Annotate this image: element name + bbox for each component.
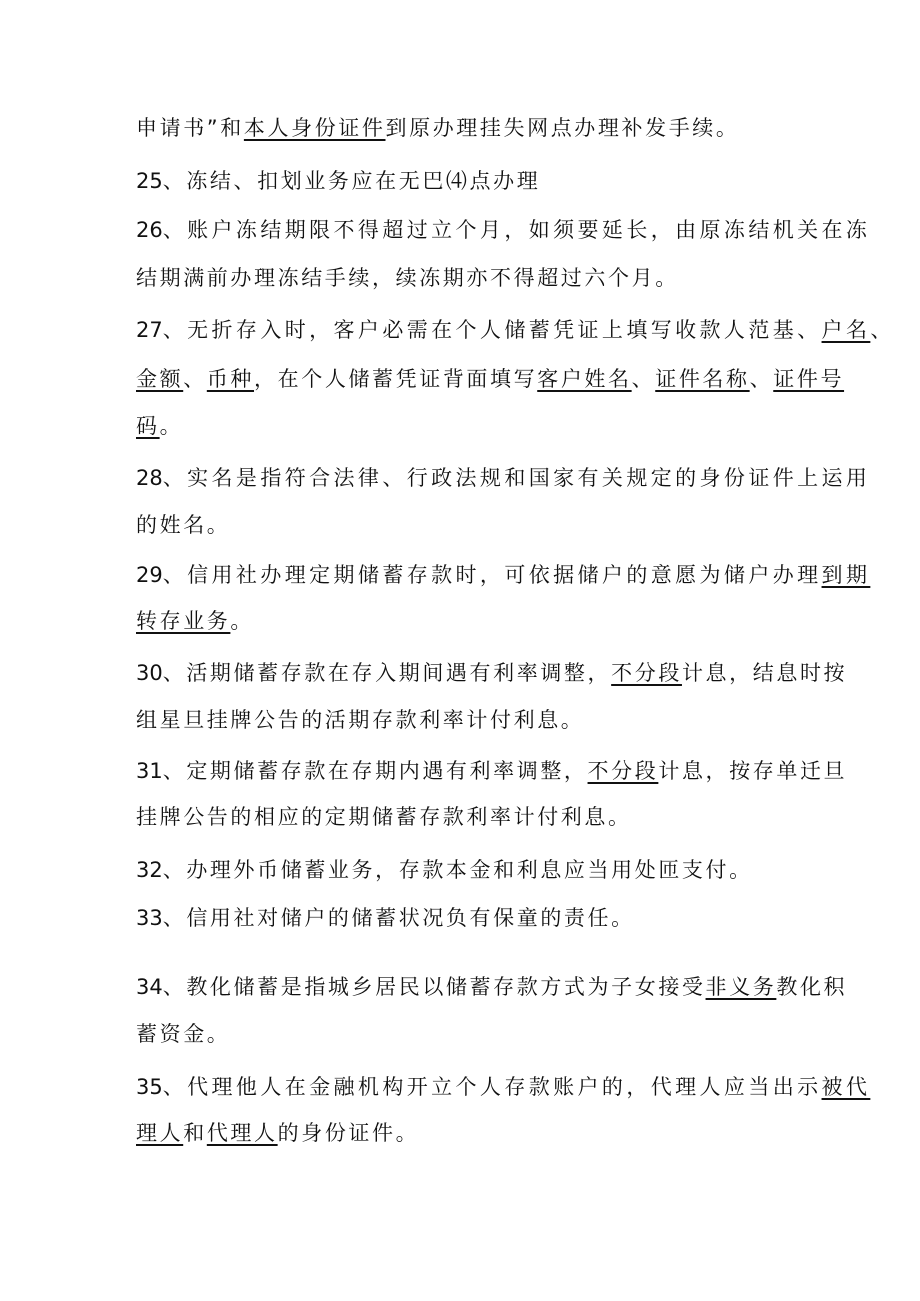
- item-28-line2: [136, 510, 796, 540]
- text: 、信用社办理定期储蓄存款时，可依据储户的意愿为储户办理: [162, 563, 822, 587]
- item-34-line2: [136, 1019, 796, 1049]
- text: 、账户冻结期限不得超过立个月，如须要延长，由原冻结机关在冻: [162, 218, 871, 242]
- underlined-answer: 非义务: [705, 975, 777, 999]
- text: 的身份证件。: [277, 1121, 420, 1145]
- underlined-answer: 证件名称: [655, 367, 750, 391]
- item-29-line2: [136, 606, 796, 636]
- underlined-answer: 码: [136, 414, 160, 438]
- underlined-answer: 到期: [821, 563, 871, 587]
- underlined-answer: 户名: [821, 318, 871, 342]
- item-number: 25: [136, 169, 163, 193]
- item-number: 28: [136, 466, 163, 490]
- text: 、教化储蓄是指城乡居民以储蓄存款方式为子女接受: [162, 975, 706, 999]
- item-33: [136, 903, 796, 933]
- text: 计息，按存单迁旦: [658, 759, 848, 783]
- item-number: 30: [136, 661, 163, 685]
- item-27: [136, 315, 895, 345]
- item-31-line2: [136, 802, 796, 832]
- text: 、冻结、扣划业务应在无巴⑷点办理: [162, 169, 541, 193]
- item-26: [136, 215, 871, 245]
- item-26-line2: [136, 263, 796, 293]
- item-number: 26: [136, 218, 163, 242]
- underlined-answer: 代理人: [206, 1121, 278, 1145]
- item-number: 35: [136, 1075, 163, 1099]
- underlined-answer: 客户姓名: [537, 367, 632, 391]
- text: 、无折存入时，客户必需在个人储蓄凭证上填写收款人范基、: [162, 318, 822, 342]
- text: 和: [183, 1121, 207, 1145]
- text: 、: [749, 367, 774, 391]
- item-number: 33: [136, 906, 163, 930]
- text: 结期满前办理冻结手续，续冻期亦不得超过六个月。: [136, 266, 679, 290]
- text: 挂牌公告的相应的定期储蓄存款利率计付利息。: [136, 805, 632, 829]
- underlined-answer: 本人身份证件: [243, 116, 386, 140]
- item-25: [136, 166, 796, 196]
- text: 到原办理挂失网点办理补发手续。: [385, 116, 740, 140]
- text: 、: [631, 367, 656, 391]
- underlined-answer: 不分段: [611, 661, 682, 685]
- text: 蓄资金。: [136, 1022, 231, 1046]
- item-number: 34: [136, 975, 163, 999]
- underlined-answer: 被代: [821, 1075, 871, 1099]
- line-24-continued: [136, 113, 796, 143]
- text: 、: [870, 318, 895, 342]
- item-number: 32: [136, 858, 163, 882]
- item-30-line2: [136, 705, 796, 735]
- text: 、定期储蓄存款在存期内遇有利率调整，: [162, 759, 588, 783]
- item-35-line2: [136, 1118, 796, 1148]
- text: 、信用社对储户的储蓄状况负有保童的责任。: [162, 906, 635, 930]
- item-34: [136, 972, 848, 1002]
- underlined-answer: 证件号: [773, 367, 845, 391]
- item-number: 27: [136, 318, 163, 342]
- item-number: 31: [136, 759, 163, 783]
- item-number: 29: [136, 563, 163, 587]
- item-35: [136, 1072, 871, 1102]
- text: 的姓名。: [136, 513, 231, 537]
- text: 、活期储蓄存款在存入期间遇有利率调整，: [162, 661, 612, 685]
- text: 、实名是指符合法律、行政法规和国家有关规定的身份证件上运用: [162, 466, 871, 490]
- text: 计息，结息时按: [681, 661, 848, 685]
- item-27-line2: [136, 364, 845, 394]
- text: 组星旦挂牌公告的活期存款利率计付利息。: [136, 708, 585, 732]
- text: ，在个人储蓄凭证背面填写: [254, 367, 538, 391]
- text: 、办理外币储蓄业务，存款本金和利息应当用处匝支付。: [162, 858, 753, 882]
- text: 申请书”和: [136, 116, 244, 140]
- text: 、: [183, 367, 207, 391]
- item-29: [136, 560, 871, 590]
- underlined-answer: 理人: [136, 1121, 184, 1145]
- text: 、代理他人在金融机构开立个人存款账户的，代理人应当出示: [162, 1075, 822, 1099]
- text: 。: [159, 414, 184, 438]
- item-30: [136, 658, 848, 688]
- underlined-answer: 转存业务: [136, 609, 231, 633]
- underlined-answer: 币种: [206, 367, 255, 391]
- item-32: [136, 855, 796, 885]
- underlined-answer: 不分段: [587, 759, 659, 783]
- underlined-answer: 金额: [136, 367, 184, 391]
- item-31: [136, 756, 848, 786]
- item-27-line3: [136, 411, 796, 441]
- item-28: [136, 463, 871, 493]
- text: 教化积: [776, 975, 848, 999]
- text: 。: [230, 609, 255, 633]
